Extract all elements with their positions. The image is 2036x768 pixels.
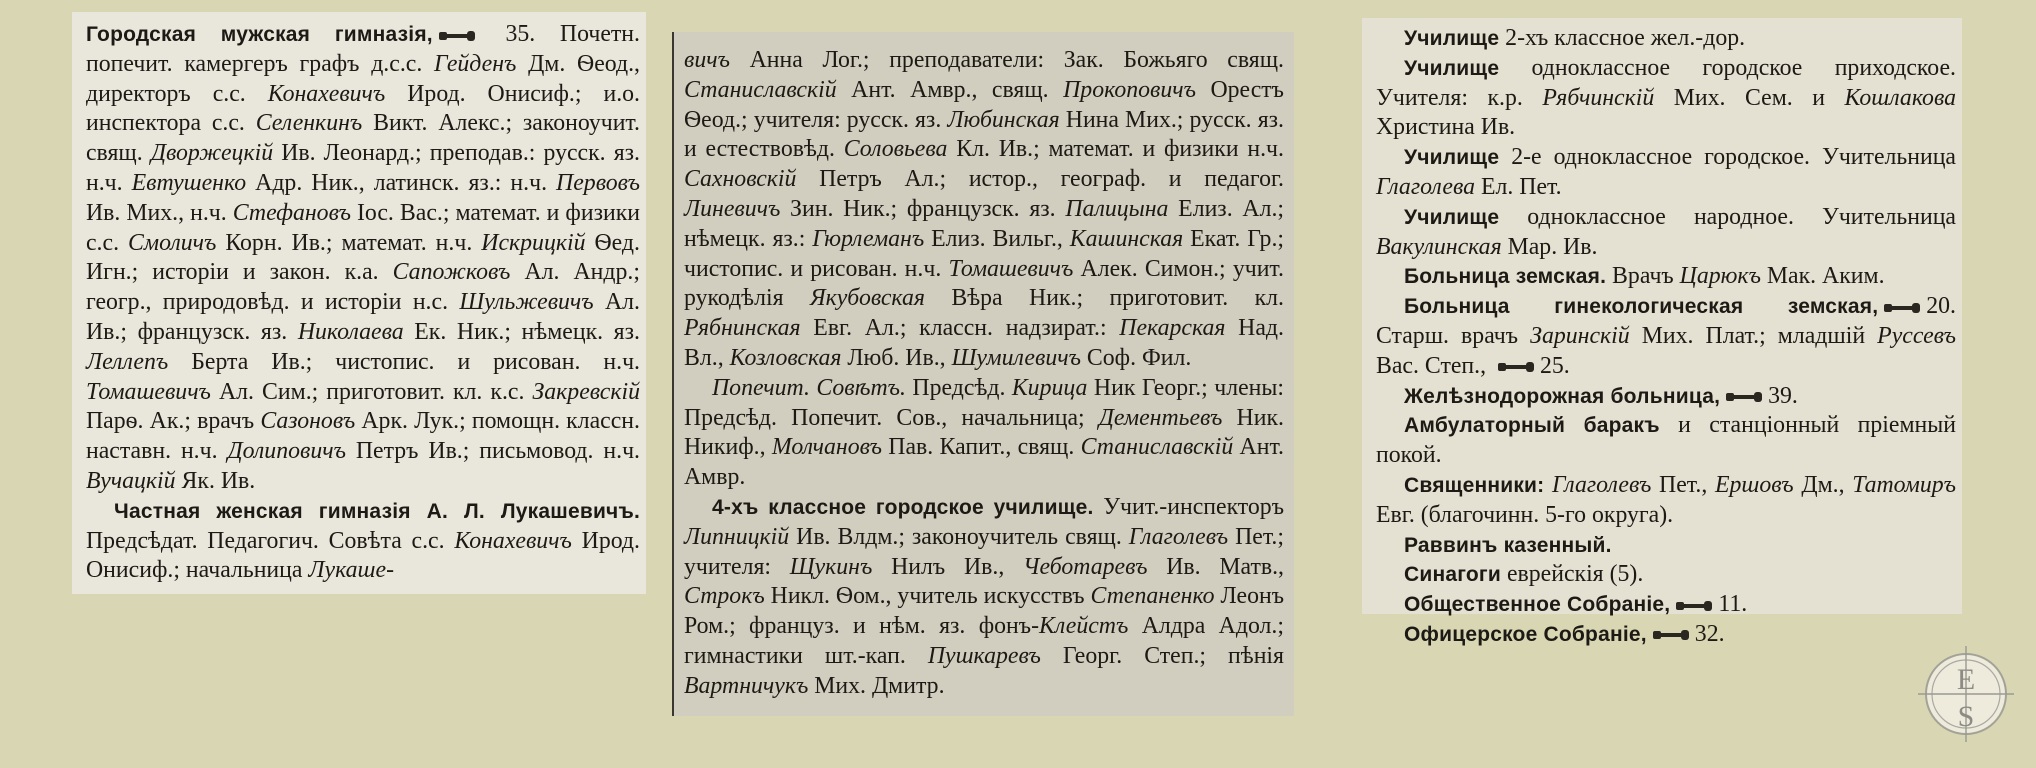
entry-heading: 4-хъ классное городское училище. bbox=[712, 495, 1094, 519]
person-name: Гюрлеманъ bbox=[812, 225, 925, 252]
entry-heading: Училище bbox=[1404, 146, 1500, 170]
entry-heading: Священники: bbox=[1404, 473, 1545, 497]
paragraph bbox=[1376, 262, 1956, 292]
text-run: Корн. Ив.; математ. н.ч. bbox=[216, 229, 482, 256]
person-name: Кирица bbox=[1011, 374, 1088, 401]
entry-heading: Училище bbox=[1404, 205, 1500, 229]
person-name: Линевичъ bbox=[684, 195, 781, 222]
person-name: Заринскій bbox=[1530, 322, 1630, 349]
text-run: Никл. Ѳом., учитель искусствъ bbox=[764, 583, 1091, 610]
text-run: Дм. Ѳеод., директоръ с.с. bbox=[86, 50, 641, 107]
text-run: еврейскія (5). bbox=[1501, 561, 1644, 588]
column-2-text bbox=[684, 46, 1284, 702]
text-run: Ант. Амвр., свящ. bbox=[836, 76, 1064, 103]
text-run: Врачъ bbox=[1606, 263, 1680, 290]
text-run: Георг. Степ.; пѣнія bbox=[1040, 642, 1284, 669]
text-run: Предсѣд. bbox=[905, 374, 1012, 401]
stamp-logo bbox=[1918, 646, 2014, 742]
person-name: Лукаше- bbox=[308, 557, 394, 584]
text-run: Дм., bbox=[1793, 471, 1853, 498]
entry-heading: Больница гинекологическая земская, bbox=[1404, 295, 1879, 319]
text-run: Ив. Влдм.; законоучитель свящ. bbox=[789, 523, 1129, 550]
text-run: 2-е одноклассное городское. Учительница bbox=[1499, 144, 1956, 171]
text-run: одноклассное городское приходское. Учителя: к.р. bbox=[1376, 54, 1956, 111]
text-run: 25. bbox=[1540, 352, 1570, 379]
text-run: Як. Ив. bbox=[175, 467, 256, 494]
paragraph bbox=[1376, 531, 1956, 561]
person-name: Палицына bbox=[1065, 195, 1169, 222]
entry-heading: Желѣзнодорожная больница, bbox=[1404, 384, 1721, 408]
paragraph bbox=[1376, 54, 1956, 143]
text-run: Алдра Адол.; гимнастики шт.-кап. bbox=[684, 613, 1284, 669]
person-name: Пекарская bbox=[1119, 315, 1226, 342]
text-run: Пет., bbox=[1651, 471, 1715, 498]
person-name: Глаголева bbox=[1376, 173, 1476, 200]
person-name: Конахевичъ bbox=[454, 527, 572, 554]
person-name: Леллепъ bbox=[86, 348, 169, 375]
person-name: Шумилевичъ bbox=[951, 344, 1081, 371]
telephone-icon bbox=[1884, 301, 1920, 315]
paragraph bbox=[86, 497, 640, 586]
text-run: Арк. Лук.; помощн. классн. наставн. н.ч. bbox=[86, 408, 640, 465]
text-run: Евг. (благочинн. 5-го округа). bbox=[1376, 501, 1674, 528]
person-name: Вартничукъ bbox=[684, 672, 809, 699]
text-run: 39. bbox=[1768, 382, 1798, 409]
entry-heading: Общественное Собраніе, bbox=[1404, 593, 1671, 617]
person-name: Глаголевъ bbox=[1128, 523, 1229, 550]
person-name: Руссевъ bbox=[1877, 322, 1956, 349]
text-run: Евг. Ал.; классн. надзират.: bbox=[800, 315, 1120, 342]
text-run: Нилъ Ив., bbox=[872, 553, 1024, 580]
person-name: Строкъ bbox=[684, 583, 765, 610]
paragraph bbox=[1376, 143, 1956, 203]
column-2 bbox=[672, 32, 1294, 716]
person-name: Евтушенко bbox=[131, 169, 247, 196]
paragraph bbox=[1376, 471, 1956, 531]
person-name: Первовъ bbox=[556, 169, 640, 196]
column-3-text bbox=[1376, 24, 1956, 650]
text-run: Ник Георг.; члены: Предсѣд. Попечит. Сов., начальница; bbox=[684, 374, 1284, 431]
text-run: и станціонный пріемный покой. bbox=[1376, 412, 1956, 469]
text-run: Ел. Пет. bbox=[1475, 173, 1562, 200]
entry-heading: Амбулаторный баракъ bbox=[1404, 414, 1660, 438]
person-name: Чеботаревъ bbox=[1023, 553, 1148, 580]
person-name: Глаголевъ bbox=[1552, 471, 1652, 498]
text-run: Мих. Плат.; младшій bbox=[1629, 322, 1878, 349]
text-run: Ив. Матв., bbox=[1147, 553, 1284, 580]
person-name: Пушкаревъ bbox=[927, 642, 1041, 669]
text-run: Ирод. Онисиф.; и.о. инспектора с.с. bbox=[86, 80, 640, 137]
person-name: Конахевичъ bbox=[267, 80, 386, 107]
paragraph bbox=[684, 493, 1284, 702]
person-name: Томашевичъ bbox=[948, 255, 1074, 282]
text-run: Кл. Ив.; математ. и физики н.ч. bbox=[947, 136, 1284, 163]
entry-heading: Частная женская гимназія А. Л. Лукашевичъ. bbox=[114, 499, 640, 523]
entry-heading: Училище bbox=[1404, 27, 1500, 50]
person-name: Сахновскій bbox=[684, 166, 797, 193]
text-run: Ив. Леонард.; преподав.: русск. яз. н.ч. bbox=[86, 140, 640, 196]
person-name: Щукинъ bbox=[789, 553, 873, 580]
person-name: Закревскій bbox=[532, 378, 640, 405]
text-run: Алек. Симон.; учит. рукодѣлія bbox=[684, 255, 1284, 312]
person-name: Клейстъ bbox=[1039, 613, 1129, 640]
paragraph bbox=[1376, 411, 1956, 471]
text-run: Ал. Андр.; геогр., природовѣд. и исторіи н.с. bbox=[86, 259, 640, 316]
person-name: Попечит. Совѣтъ. bbox=[712, 374, 906, 401]
paragraph bbox=[1376, 620, 1956, 650]
paragraph bbox=[1376, 24, 1956, 54]
text-run: Зин. Ник.; французск. яз. bbox=[780, 195, 1066, 222]
text-run: Соф. Фил. bbox=[1080, 344, 1192, 371]
person-name: Любинская bbox=[947, 106, 1060, 133]
person-name: Вучацкій bbox=[86, 467, 176, 494]
text-run: одноклассное народное. Учительница bbox=[1499, 203, 1956, 230]
column-3 bbox=[1362, 18, 1962, 647]
person-name: Шульжевичъ bbox=[459, 289, 594, 316]
text-run: Ант. Амвр. bbox=[684, 434, 1285, 491]
text-run: Пав. Капит., свящ. bbox=[882, 434, 1081, 461]
telephone-icon bbox=[1498, 360, 1534, 374]
entry-heading: Больница земская. bbox=[1404, 265, 1607, 289]
column-1-text bbox=[86, 20, 640, 586]
text-run: Учит.-инспекторъ bbox=[1093, 493, 1284, 520]
text-run: Ал. Сим.; приготовит. кл. к.с. bbox=[210, 378, 533, 405]
person-name: Николаева bbox=[297, 318, 404, 345]
text-run: Елиз. Ал.; нѣмецк. яз.: bbox=[684, 195, 1285, 252]
person-name: Вакулинская bbox=[1376, 233, 1502, 260]
text-run: 32. bbox=[1694, 620, 1725, 647]
person-name: Дементьевъ bbox=[1098, 404, 1223, 431]
person-name: Кошлакова bbox=[1844, 84, 1957, 111]
text-run: Викт. Алекс.; законоучит. свящ. bbox=[86, 110, 640, 167]
text-run: Ив. Мих., н.ч. bbox=[86, 199, 233, 226]
person-name: Молчановъ bbox=[771, 434, 883, 461]
text-run: Нина Мих.; русск. яз. и естествовѣд. bbox=[684, 106, 1284, 163]
person-name: Станиславскій bbox=[684, 76, 837, 103]
text-run: Вѣра Ник.; приготовит. кл. bbox=[924, 285, 1284, 312]
paragraph bbox=[86, 20, 640, 497]
person-name: Степаненко bbox=[1090, 583, 1215, 610]
text-run: Мар. Ив. bbox=[1501, 233, 1598, 260]
text-run: 20. Старш. врачъ bbox=[1376, 293, 1956, 349]
text-run: Петръ Ал.; истор., географ. и педагог. bbox=[796, 166, 1284, 193]
text-run: 35. Почетн. попечит. камергеръ графъ д.с.с. bbox=[86, 21, 640, 77]
person-name: Козловская bbox=[729, 344, 842, 371]
person-name: Якубовская bbox=[809, 285, 925, 312]
telephone-icon bbox=[1653, 628, 1689, 642]
person-name: Томашевичъ bbox=[86, 378, 211, 405]
person-name: Стефановъ bbox=[232, 199, 351, 226]
text-run: Адр. Ник., латинск. яз.: н.ч. bbox=[246, 169, 557, 196]
text-run: Ал. Ив.; французск. яз. bbox=[86, 289, 640, 345]
text-run: Люб. Ив., bbox=[841, 344, 952, 371]
person-name: Прокоповичъ bbox=[1063, 76, 1196, 103]
telephone-icon bbox=[1676, 599, 1712, 613]
text-run: Ек. Ник.; нѣмецк. яз. bbox=[403, 318, 640, 345]
person-name: Долиповичъ bbox=[227, 438, 346, 465]
person-name: Рябчинскій bbox=[1542, 84, 1655, 111]
entry-heading: Училище bbox=[1404, 56, 1500, 80]
person-name: вичъ bbox=[684, 47, 730, 73]
person-name: Сапожковъ bbox=[392, 259, 511, 286]
text-run: Мих. Дмитр. bbox=[808, 672, 945, 699]
paragraph bbox=[1376, 203, 1956, 263]
paragraph bbox=[684, 374, 1284, 493]
text-run: Вас. Степ., bbox=[1376, 352, 1492, 379]
text-run: Екат. Гр.; чистопис. и рисован. н.ч. bbox=[684, 225, 1285, 282]
text-run bbox=[1544, 472, 1552, 498]
paragraph bbox=[1376, 590, 1956, 620]
person-name: Ершовъ bbox=[1714, 471, 1794, 498]
entry-heading: Офицерское Собраніе, bbox=[1404, 622, 1647, 646]
entry-heading: Раввинъ казенный. bbox=[1404, 533, 1612, 557]
stamp-icon bbox=[1918, 646, 2014, 742]
text-run: Орестъ Ѳеод.; учителя: русск. яз. bbox=[684, 76, 1284, 133]
entry-heading: Синагоги bbox=[1404, 563, 1501, 587]
text-run: 11. bbox=[1718, 591, 1748, 618]
person-name: Дворжецкій bbox=[150, 140, 274, 167]
person-name: Смоличъ bbox=[128, 229, 217, 256]
text-run: Мих. Сем. и bbox=[1654, 84, 1845, 111]
person-name: Рябнинская bbox=[684, 315, 801, 342]
text-run: Ник. Никиф., bbox=[684, 404, 1284, 461]
text-run: Петръ Ив.; письмовод. н.ч. bbox=[345, 438, 640, 465]
person-name: Станиславскій bbox=[1080, 434, 1234, 461]
column-1 bbox=[72, 12, 646, 594]
text-run: Парѳ. Ак.; врачъ bbox=[86, 408, 261, 435]
text-run: Христина Ив. bbox=[1376, 114, 1516, 141]
person-name: Соловьева bbox=[843, 136, 948, 163]
text-run: Ѳед. Игн.; исторіи и закон. к.а. bbox=[86, 229, 640, 286]
paragraph bbox=[1376, 560, 1956, 590]
person-name: Гейденъ bbox=[434, 50, 517, 77]
paragraph bbox=[1376, 382, 1956, 412]
entry-heading: Городская мужская гимназія, bbox=[86, 23, 433, 46]
person-name: Татомиръ bbox=[1852, 471, 1957, 498]
paragraph bbox=[684, 46, 1284, 374]
text-run: Леонъ Ром.; француз. и нѣм. яз. фонъ- bbox=[684, 583, 1285, 640]
person-name: Липницкій bbox=[684, 523, 790, 550]
stamp-bottom-letter: S bbox=[1957, 700, 1975, 733]
person-name: Сазоновъ bbox=[260, 408, 356, 435]
text-run: Ирод. Онисиф.; начальница bbox=[86, 527, 640, 584]
text-run: Пет.; учителя: bbox=[684, 523, 1284, 580]
text-run: Анна Лог.; преподаватели: Зак. Божьяго свящ. bbox=[729, 47, 1284, 73]
paragraph bbox=[1376, 292, 1956, 381]
column-2-rule bbox=[672, 32, 674, 716]
text-run: Іос. Вас.; математ. и физики с.с. bbox=[86, 199, 640, 256]
text-run: Мак. Аким. bbox=[1760, 263, 1885, 290]
person-name: Царюкъ bbox=[1679, 263, 1761, 290]
text-run: 2-хъ классное жел.-дор. bbox=[1499, 25, 1746, 51]
text-run: Елиз. Вильг., bbox=[924, 225, 1070, 252]
stamp-top-letter: E bbox=[1956, 663, 1976, 696]
text-run: Над. Вл., bbox=[684, 315, 1284, 371]
telephone-icon bbox=[1726, 390, 1762, 404]
text-run: Берта Ив.; чистопис. и рисован. н.ч. bbox=[168, 348, 640, 375]
person-name: Искрицкій bbox=[481, 229, 586, 256]
telephone-icon bbox=[439, 29, 475, 43]
person-name: Селенкинъ bbox=[255, 110, 363, 137]
person-name: Кашинская bbox=[1069, 225, 1184, 252]
text-run: Предсѣдат. Педагогич. Совѣта с.с. bbox=[86, 527, 455, 554]
